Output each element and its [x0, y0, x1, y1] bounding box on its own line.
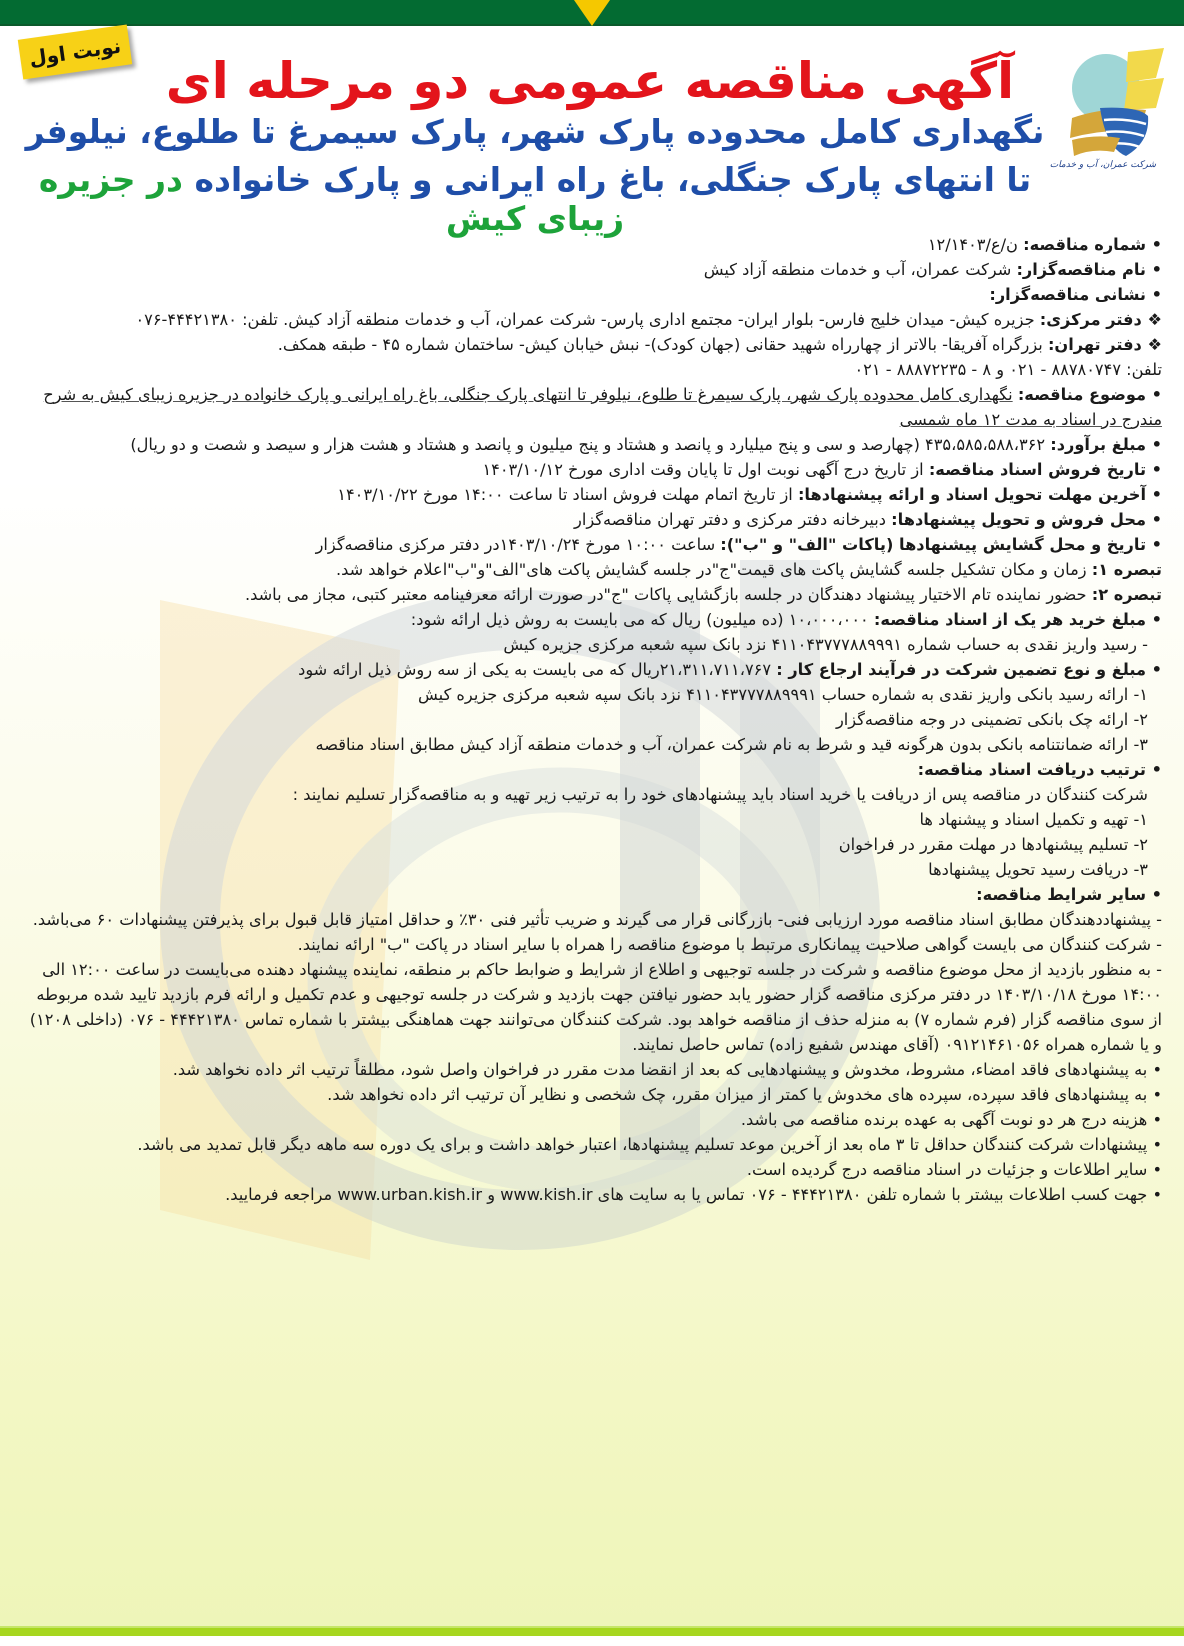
procedure-step-1: ۱- تهیه و تکمیل اسناد و پیشنهاد ها	[919, 810, 1148, 829]
tenderer-address: • نشانی مناقصه‌گزار:	[989, 285, 1162, 304]
company-logo-icon	[1066, 48, 1166, 168]
subtitle-line2-blue: تا انتهای پارک جنگلی، باغ راه ایرانی و پارک خانواده	[194, 160, 1032, 199]
bottom-margin	[0, 1636, 1184, 1646]
tehran-phone: تلفن: ۸۸۷۸۰۷۴۷ - ۰۲۱ و ۸ - ۸۸۸۷۲۲۳۵ - ۰۲۱	[854, 360, 1162, 379]
doc-sale-date: • تاریخ فروش اسناد مناقصه: از تاریخ درج آگهی نوبت اول تا پایان وقت اداری مورخ ۱۴۰۳/۱۰/۱۲	[482, 460, 1162, 479]
badge-label: نوبت اول	[27, 33, 123, 71]
first-publication-badge	[18, 25, 132, 80]
central-office: ❖ دفتر مرکزی: جزیره کیش- میدان خلیج فارس- بلوار ایران- مجتمع اداری پارس- شرکت عمران، آب و خدمات منطقه آزاد کیش. تلفن: ۴۴۴۲۱۳۸۰-۰۷۶	[135, 310, 1162, 329]
final-note-3: • هزینه درج هر دو نوبت آگهی به عهده برنده مناقصه می باشد.	[740, 1110, 1162, 1129]
final-note-1: • به پیشنهادهای فاقد امضاء، مشروط، مخدوش و پیشنهادهایی که بعد از انقضا مدت مقرر در فراخوان واصل شود، مطلقاً ترتیب اثر داده نخواهد شد.	[172, 1060, 1162, 1079]
guarantee-method-2: ۲- ارائه چک بانکی تضمینی در وجه مناقصه‌گزار	[835, 710, 1148, 729]
estimate-amount: • مبلغ برآورد: ۴۳۵،۵۸۵،۵۸۸،۳۶۲ (چهارصد و سی و پنج میلیارد و پانصد و هشتاد و پنج میلیون و پانصد و هشتاد و هشت هزار و سیصد و شصت و دو ریال)	[130, 435, 1162, 454]
other-conditions-heading: • سایر شرایط مناقصه:	[976, 885, 1162, 904]
down-arrow-icon	[574, 0, 610, 26]
contact-line: • جهت کسب اطلاعات بیشتر با شماره تلفن ۴۴۴۲۱۳۸۰ - ۰۷۶ تماس یا به سایت های www.kish.ir و www.urban.kish.ir مراجعه فرمایید.	[225, 1185, 1162, 1204]
submission-deadline: • آخرین مهلت تحویل اسناد و ارائه پیشنهادها: از تاریخ اتمام مهلت فروش اسناد تا ساعت ۱۴:۰۰ مورخ ۱۴۰۳/۱۰/۲۲	[337, 485, 1162, 504]
tehran-office: ❖ دفتر تهران: بزرگراه آفریقا- بالاتر از چهارراه شهید حقانی (جهان کودک)- نبش خیابان کیش- ساختمان شماره ۴۵ - طبقه همکف.	[277, 335, 1162, 354]
tenderer-name: • نام مناقصه‌گزار: شرکت عمران، آب و خدمات منطقه آزاد کیش	[703, 260, 1162, 279]
condition-3: - به منظور بازدید از محل موضوع مناقصه و شرکت در جلسه توجیهی و اطلاع از شرایط و ضوابط حاکم بر منطقه، نماینده پیشنهاد دهنده می‌بایست در ساعت ۱۲:۰۰ الی ۱۴:۰۰ مورخ ۱۴۰۳/۱۰/۱۸ در دفتر مرکزی مناقصه گزار حضور یابد حضور نیافتن جهت بازدید و شرکت در جلسه توجیهی و عدم تکمیل و ارائه فرم بازدید تایید شده مربوطه از سوی مناقصه گزار (فرم شماره ۷) به منزله حذف از مناقصه خواهد بود. شرکت کنندگان می‌توانند جهت هماهنگی بیشتر با شماره تماس ۴۴۴۲۱۳۸۰ - ۰۷۶ (داخلی ۱۲۰۸) و یا شماره همراه ۰۹۱۲۱۴۶۱۰۵۶ (آقای مهندس شفیع زاده) تماس حاصل نمایند.	[29, 960, 1162, 1054]
notice-body	[22, 232, 1162, 1207]
final-note-4: • پیشنهادات شرکت کنندگان حداقل تا ۳ ماه بعد از آخرین موعد تسلیم پیشنهادها، اعتبار خواهد داشت و برای یک دوره سه ماهه دیگر قابل تمدید می باشد.	[137, 1135, 1162, 1154]
logo-caption: شرکت عمران، آب و خدمات	[1049, 160, 1156, 170]
doc-price: • مبلغ خرید هر یک از اسناد مناقصه: ۱۰،۰۰۰،۰۰۰ (ده میلیون) ریال که می بایست به روش ذیل ارائه شود:	[410, 610, 1162, 629]
sale-place: • محل فروش و تحویل پیشنهادها: دبیرخانه دفتر مرکزی و دفتر تهران مناقصه‌گزار	[574, 510, 1162, 529]
final-note-2: • به پیشنهادهای فاقد سپرده، سپرده های مخدوش یا کمتر از میزان مقرر، چک شخصی و نظایر آن ترتیب اثر داده نخواهد شد.	[327, 1085, 1162, 1104]
page-title: آگهی مناقصه عمومی دو مرحله ای	[165, 52, 1015, 110]
procedure-step-2: ۲- تسلیم پیشنهادها در مهلت مقرر در فراخوان	[838, 835, 1148, 854]
website-link-urban-kish[interactable]: www.urban.kish.ir	[337, 1185, 483, 1204]
doc-price-method: - رسید واریز نقدی به حساب شماره ۴۱۱۰۴۳۷۷۷۸۸۹۹۹۱ نزد بانک سپه شعبه مرکزی جزیره کیش	[503, 635, 1148, 654]
note-1: تبصره ۱: زمان و مکان تشکیل جلسه گشایش پاکت های قیمت"ج"در جلسه گشایش پاکت های"الف"و"ب"اعلام خواهد شد.	[335, 560, 1162, 579]
procedure-heading: • ترتیب دریافت اسناد مناقصه:	[917, 760, 1162, 779]
website-link-kish[interactable]: www.kish.ir	[500, 1185, 593, 1204]
tender-subject: • موضوع مناقصه: نگهداری کامل محدوده پارک شهر، پارک سیمرغ تا طلوع، نیلوفر تا انتهای پارک جنگلی، باغ راه ایرانی و پارک خانواده در جزیره زیبای کیش به شرح مندرج در اسناد به مدت ۱۲ ماه شمسی	[43, 385, 1162, 429]
opening-time: • تاریخ و محل گشایش پیشنهادها (پاکات "الف" و "ب"): ساعت ۱۰:۰۰ مورخ ۱۴۰۳/۱۰/۲۴در دفتر مرکزی مناقصه‌گزار	[315, 535, 1162, 554]
guarantee: • مبلغ و نوع تضمین شرکت در فرآیند ارجاع کار : ۲۱،۳۱۱،۷۱۱،۷۶۷ریال که می بایست به یکی از سه روش ذیل ارائه شود	[298, 660, 1162, 679]
subtitle-line2-green: در جزیره زیبای کیش	[38, 160, 625, 238]
subtitle-line2	[20, 160, 1050, 238]
subtitle-line1: نگهداری کامل محدوده پارک شهر، پارک سیمرغ تا طلوع، نیلوفر	[25, 112, 1045, 151]
condition-2: - شرکت کنندگان می بایست گواهی صلاحیت پیمانکاری مرتبط با موضوع مناقصه را همراه با سایر اسناد در پاکت "ب" ارائه نمایند.	[297, 935, 1162, 954]
note-2: تبصره ۲: حضور نماینده تام الاختیار پیشنهاد دهندگان در جلسه بازگشایی پاکات "ج"در صورت ارائه معرفینامه معتبر کتبی، مجاز می باشد.	[244, 585, 1162, 604]
procedure-intro: شرکت کنندگان در مناقصه پس از دریافت یا خرید اسناد باید پیشنهادهای خود را به ترتیب زیر تهیه و به مناقصه‌گزار تسلیم نمایند :	[292, 785, 1148, 804]
final-note-5: • سایر اطلاعات و جزئیات در اسناد مناقصه درج گردیده است.	[746, 1160, 1162, 1179]
guarantee-method-3: ۳- ارائه ضمانتنامه بانکی بدون هرگونه قید و شرط به نام شرکت عمران، آب و خدمات منطقه آزاد کیش مطابق اسناد مناقصه	[315, 735, 1148, 754]
guarantee-method-1: ۱- ارائه رسید بانکی واریز نقدی به شماره حساب ۴۱۱۰۴۳۷۷۷۸۸۹۹۹۱ نزد بانک سپه شعبه مرکزی جزیره کیش	[418, 685, 1148, 704]
condition-1: - پیشنهاددهندگان مطابق اسناد مناقصه مورد ارزیابی فنی- بازرگانی قرار می گیرند و ضریب تأثیر فنی ۳۰٪ و حداقل امتیاز قابل قبول برای پذیرفتن پیشنهادات ۶۰ می‌باشد.	[32, 910, 1162, 929]
tender-number: • شماره مناقصه: ن/ع/۱۲/۱۴۰۳	[927, 235, 1162, 254]
procedure-step-3: ۳- دریافت رسید تحویل پیشنهادها	[928, 860, 1148, 879]
